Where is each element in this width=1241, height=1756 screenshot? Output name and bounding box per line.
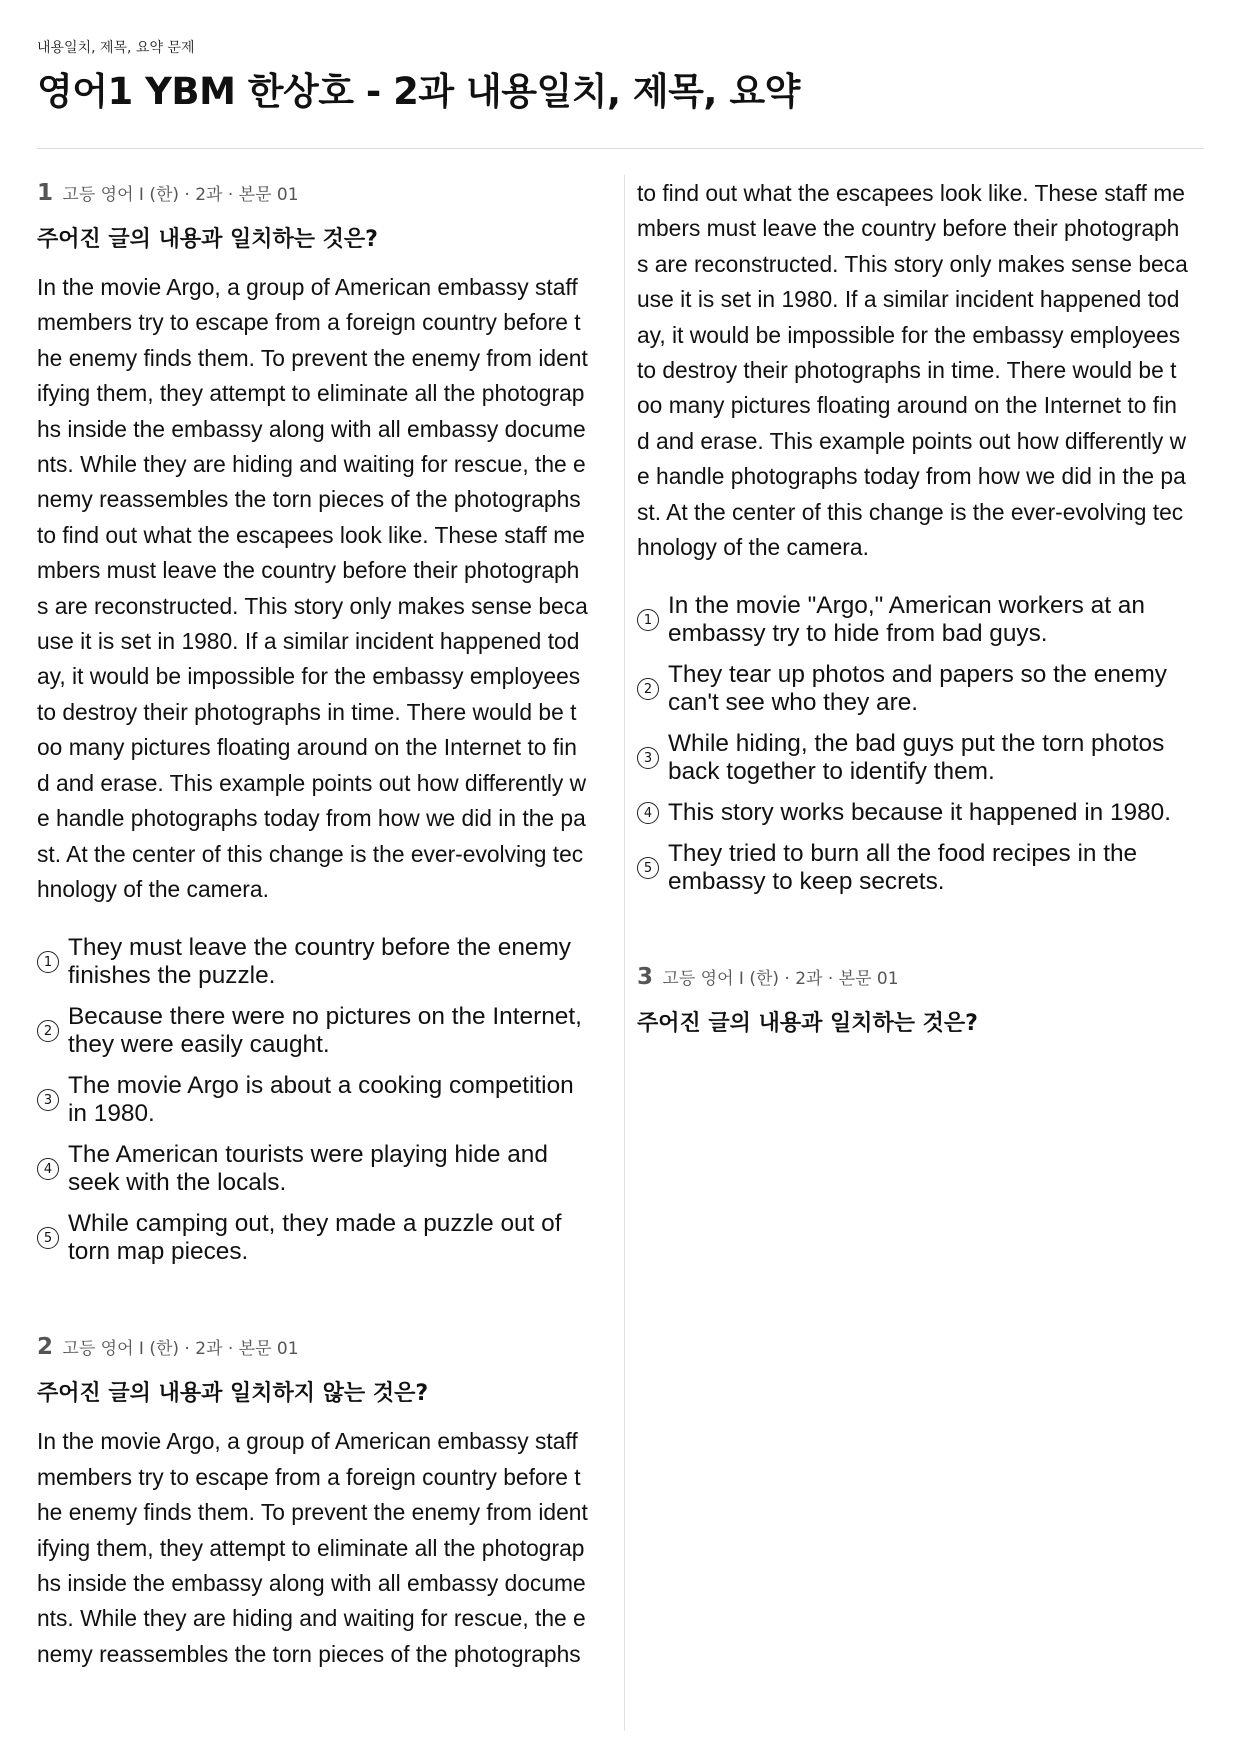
answer-option[interactable] (637, 799, 1210, 827)
option-number-icon: 4 (637, 802, 659, 824)
option-text: While camping out, they made a puzzle out of torn map pieces. (68, 1210, 562, 1266)
passage-text: to find out what the escapees look like. These staff me mbers must leave the country before their photograph s are reconstructed. This story only makes sense beca use it is set in 1980. If a similar incident happened tod ay, it would be impossible for the embassy employees to destroy their photographs in time. There would be t oo many pictures floating around on the Internet to fin d and erase. This example points out how differently w e handle photographs today from how we did in the pa st. At the center of this change is the ever-evolving tec hnology of the camera. (637, 180, 1188, 561)
answer-option[interactable] (637, 730, 1210, 786)
answer-option[interactable] (637, 840, 1210, 896)
question-number: 1 (37, 180, 54, 206)
question-source: 고등 영어 I (한) · 2과 · 본문 01 (662, 969, 899, 990)
option-number-icon: 2 (37, 1020, 59, 1042)
question-number: 2 (37, 1334, 54, 1361)
right-column (637, 176, 1210, 1039)
option-text: Because there were no pictures on the Internet, they were easily caught. (68, 1003, 582, 1059)
option-text: In the movie "Argo," American workers at an embassy try to hide from bad guys. (668, 592, 1145, 648)
question-number: 3 (637, 964, 654, 991)
question-source: 고등 영어 I (한) · 2과 · 본문 01 (62, 185, 299, 205)
question-source: 고등 영어 I (한) · 2과 · 본문 01 (62, 1339, 299, 1360)
option-text: This story works because it happened in 1980. (668, 799, 1172, 827)
column-divider (624, 175, 625, 1731)
question-prompt: 주어진 글의 내용과 일치하는 것은? (637, 1011, 978, 1037)
answer-option[interactable] (37, 1072, 610, 1128)
answer-options (637, 592, 1210, 896)
question-prompt: 주어진 글의 내용과 일치하지 않는 것은? (37, 1381, 429, 1407)
question-3 (637, 964, 1210, 1039)
option-number-icon: 5 (37, 1227, 59, 1249)
option-number-icon: 1 (37, 951, 59, 973)
question-1 (37, 180, 610, 1266)
question-meta (37, 180, 610, 208)
option-number-icon: 3 (37, 1089, 59, 1111)
question-meta (37, 1334, 610, 1362)
question-prompt: 주어진 글의 내용과 일치하는 것은? (37, 227, 378, 252)
option-text: The movie Argo is about a cooking competition in 1980. (68, 1072, 574, 1128)
option-number-icon: 1 (637, 609, 659, 631)
answer-option[interactable] (37, 1003, 610, 1059)
answer-option[interactable] (37, 1141, 610, 1197)
page-subtitle: 내용일치, 제목, 요약 문제 (37, 40, 195, 56)
passage-text: In the movie Argo, a group of American embassy staff members try to escape from a foreign country before t he enemy finds them. To prevent the enemy from ident ifying them, they attempt to eliminate all the photograp hs inside the embassy along with all embassy docume nts. While they are hiding and waiting for rescue, the e nemy reassembles the torn pieces of the photographs (37, 1428, 588, 1667)
option-number-icon: 2 (637, 678, 659, 700)
answer-option[interactable] (37, 934, 610, 990)
option-text: They must leave the country before the enemy finishes the puzzle. (68, 934, 571, 990)
option-text: The American tourists were playing hide and seek with the locals. (68, 1141, 548, 1197)
answer-options (37, 934, 610, 1266)
answer-option[interactable] (37, 1210, 610, 1266)
option-number-icon: 3 (637, 747, 659, 769)
option-number-icon: 5 (637, 857, 659, 879)
page-header (37, 38, 1204, 116)
answer-option[interactable] (637, 592, 1210, 648)
option-text: They tear up photos and papers so the enemy can't see who they are. (668, 661, 1167, 717)
page-title: 영어1 YBM 한상호 - 2과 내용일치, 제목, 요약 (37, 70, 800, 113)
left-column (37, 180, 610, 1672)
question-meta (637, 964, 1210, 992)
option-text: While hiding, the bad guys put the torn photos back together to identify them. (668, 730, 1165, 786)
header-divider (37, 148, 1204, 149)
answer-option[interactable] (637, 661, 1210, 717)
question-2 (37, 1334, 610, 1672)
passage-text: In the movie Argo, a group of American embassy staff members try to escape from a foreign country before t he enemy finds them. To prevent the enemy from ident ifying them, they attempt to eliminate all the photograp hs inside the embassy along with all embassy docume nts. While they are hiding and waiting for rescue, the e nemy reassembles the torn pieces of the photographs to find out what the escapees look like. These staff me mbers must leave the country before their photograph s are reconstructed. This story only makes sense beca use it is set in 1980. If a similar incident happened tod ay, it would be impossible for the embassy employees to destroy their photographs in time. There would be t oo many pictures floating around on the Internet to fin d and erase. This example points out how differently w e handle photographs today from how we did in the pa st. At the center of this change is the ever-evolving tec hnology of the camera. (37, 274, 588, 902)
option-text: They tried to burn all the food recipes in the embassy to keep secrets. (668, 840, 1138, 896)
option-number-icon: 4 (37, 1158, 59, 1180)
question-2-continued (637, 176, 1210, 896)
